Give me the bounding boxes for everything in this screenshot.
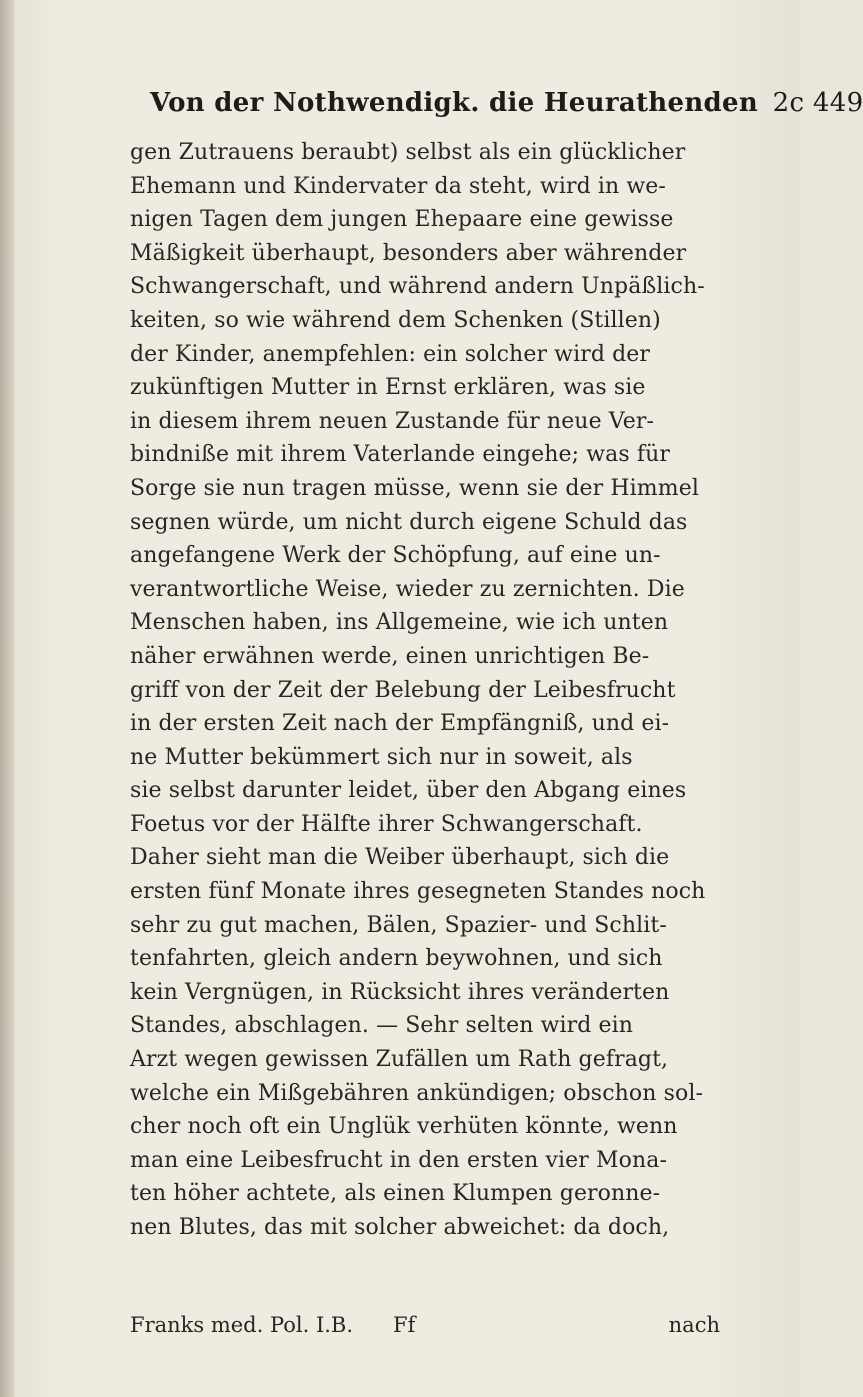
text-line: gen Zutrauens beraubt) selbst als ein glücklicher: [130, 140, 686, 165]
text-line: sie selbst darunter leidet, über den Abgang eines: [130, 778, 687, 804]
text-line: Menschen haben, ins Allgemeine, wie ich unten: [130, 610, 669, 636]
page-number: 2c 449: [772, 88, 863, 118]
text-line: angefangene Werk der Schöpfung, auf eine un-: [130, 543, 661, 569]
text-line: ersten fünf Monate ihres gesegneten Standes noch: [130, 879, 706, 905]
text-line: welche ein Mißgebähren ankündigen; obschon sol-: [130, 1080, 704, 1106]
text-line: Standes, abschlagen. — Sehr selten wird ein: [130, 1013, 634, 1039]
text-line: ne Mutter bekümmert sich nur in soweit, als: [130, 744, 633, 770]
text-line: kein Vergnügen, in Rücksicht ihres veränderten: [130, 979, 670, 1005]
text-line: in der ersten Zeit nach der Empfängniß, und ei-: [130, 711, 670, 737]
page-footer: [130, 1313, 720, 1337]
text-line: Mäßigkeit überhaupt, besonders aber währender: [130, 240, 687, 266]
text-line: segnen würde, um nicht durch eigene Schuld das: [130, 509, 688, 535]
text-line: bindniße mit ihrem Vaterlande eingehe; was für: [130, 442, 670, 468]
text-line: Schwangerschaft, und während andern Unpäßlich-: [130, 274, 705, 300]
signature-mark: Ff: [393, 1313, 416, 1337]
text-line: tenfahrten, gleich andern beywohnen, und sich: [130, 946, 663, 972]
binding-edge: [0, 0, 14, 1397]
signature-text: Franks med. Pol. I.B.: [130, 1313, 354, 1337]
text-line: Sorge sie nun tragen müsse, wenn sie der Himmel: [130, 475, 699, 501]
text-line: in diesem ihrem neuen Zustande für neue Ver-: [130, 408, 655, 434]
text-line: zukünftigen Mutter in Ernst erklären, was sie: [130, 375, 646, 401]
text-line: Daher sieht man die Weiber überhaupt, sich die: [130, 845, 670, 871]
running-title: Von der Nothwendigk. die Heurathenden: [150, 88, 759, 118]
text-line: cher noch oft ein Unglük verhüten könnte, wenn: [130, 1114, 678, 1140]
text-line: man eine Leibesfrucht in den ersten vier Mona-: [130, 1147, 667, 1173]
body-text: [130, 136, 720, 1245]
text-line: nen Blutes, das mit solcher abweichet: da doch,: [130, 1215, 670, 1240]
text-line: Arzt wegen gewissen Zufällen um Rath gefragt,: [130, 1047, 669, 1073]
text-line: verantwortliche Weise, wieder zu zernichten. Die: [130, 576, 685, 602]
catchword: nach: [668, 1313, 720, 1337]
text-line: griff von der Zeit der Belebung der Leibesfrucht: [130, 677, 676, 703]
text-line: ten höher achtete, als einen Klumpen geronne-: [130, 1181, 661, 1207]
text-line: Ehemann und Kindervater da steht, wird in we-: [130, 173, 666, 199]
text-line: keiten, so wie während dem Schenken (Stillen): [130, 307, 661, 333]
text-line: näher erwähnen werde, einen unrichtigen Be-: [130, 643, 650, 669]
text-line: Foetus vor der Hälfte ihrer Schwangerschaft.: [130, 811, 643, 837]
text-line: der Kinder, anempfehlen: ein solcher wird der: [130, 341, 651, 367]
running-header: [150, 88, 863, 118]
text-line: sehr zu gut machen, Bälen, Spazier- und Schlit-: [130, 912, 667, 938]
text-line: nigen Tagen dem jungen Ehepaare eine gewisse: [130, 207, 674, 233]
